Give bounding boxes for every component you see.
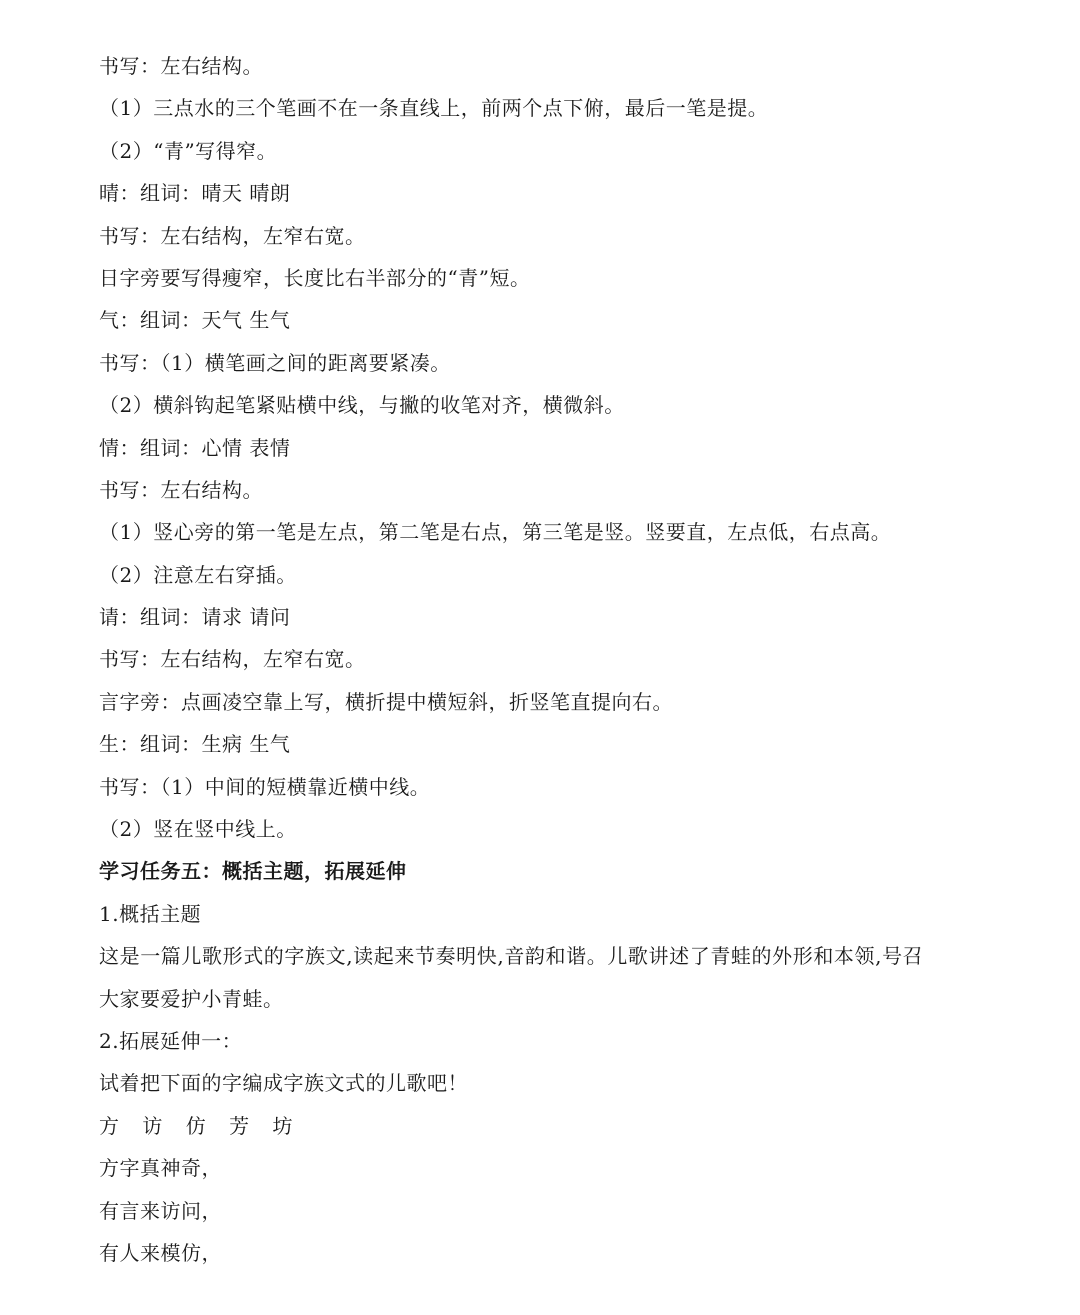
text-line: 生：组词：生病 生气 xyxy=(99,732,291,757)
character-list xyxy=(99,1105,999,1147)
section1-text-continued: 大家要爱护小青蛙。 xyxy=(99,986,284,1011)
section1-title: 1.概括主题 xyxy=(99,901,202,926)
text-line: 书写：左右结构。 xyxy=(99,477,263,502)
text-line: 书写：左右结构，左窄右宽。 xyxy=(99,647,366,672)
section1-text: 这是一篇儿歌形式的字族文,读起来节奏明快,音韵和谐。儿歌讲述了青蛙的外形和本领,号召 xyxy=(99,944,924,969)
text-line: 请：组词：请求 请问 xyxy=(99,605,291,630)
character-item: 访 xyxy=(142,1113,163,1138)
text-line: 晴：组词：晴天 晴朗 xyxy=(99,181,291,206)
poem-line: 有人来模仿， xyxy=(99,1240,222,1265)
text-line: 气：组词：天气 生气 xyxy=(99,308,291,333)
text-line: （1）三点水的三个笔画不在一条直线上，前两个点下俯，最后一笔是提。 xyxy=(99,96,769,121)
text-line: 书写：（1）横笔画之间的距离要紧凑。 xyxy=(99,350,451,375)
character-item: 仿 xyxy=(185,1113,207,1138)
text-line: 书写：（1）中间的短横靠近横中线。 xyxy=(99,774,431,799)
text-line: 书写：左右结构，左窄右宽。 xyxy=(99,223,366,248)
document-page xyxy=(99,45,999,1274)
poem-line: 方字真神奇， xyxy=(99,1156,222,1181)
text-line: （1）竖心旁的第一笔是左点，第二笔是右点，第三笔是竖。竖要直，左点低，右点高。 xyxy=(99,520,892,545)
text-line: （2）“青”写得窄。 xyxy=(99,138,278,163)
poem-line: 有言来访问， xyxy=(99,1198,222,1223)
text-line: 书写：左右结构。 xyxy=(99,54,263,78)
section-heading: 学习任务五：概括主题，拓展延伸 xyxy=(99,859,407,884)
character-item: 方 xyxy=(99,1113,120,1138)
text-line: 言字旁：点画凌空靠上写，横折提中横短斜，折竖笔直提向右。 xyxy=(99,689,673,714)
text-line: （2）横斜钩起笔紧贴横中线，与撇的收笔对齐，横微斜。 xyxy=(99,393,625,418)
text-line: （2）竖在竖中线上。 xyxy=(99,817,297,842)
character-item: 坊 xyxy=(272,1113,293,1138)
text-line: 情：组词：心情 表情 xyxy=(99,435,291,460)
character-item: 芳 xyxy=(229,1113,250,1138)
section2-prompt: 试着把下面的字编成字族文式的儿歌吧！ xyxy=(99,1071,468,1096)
text-line: （2）注意左右穿插。 xyxy=(99,562,297,587)
section2-title: 2.拓展延伸一： xyxy=(99,1028,243,1053)
text-line: 日字旁要写得瘦窄，长度比右半部分的“青”短。 xyxy=(99,265,531,290)
